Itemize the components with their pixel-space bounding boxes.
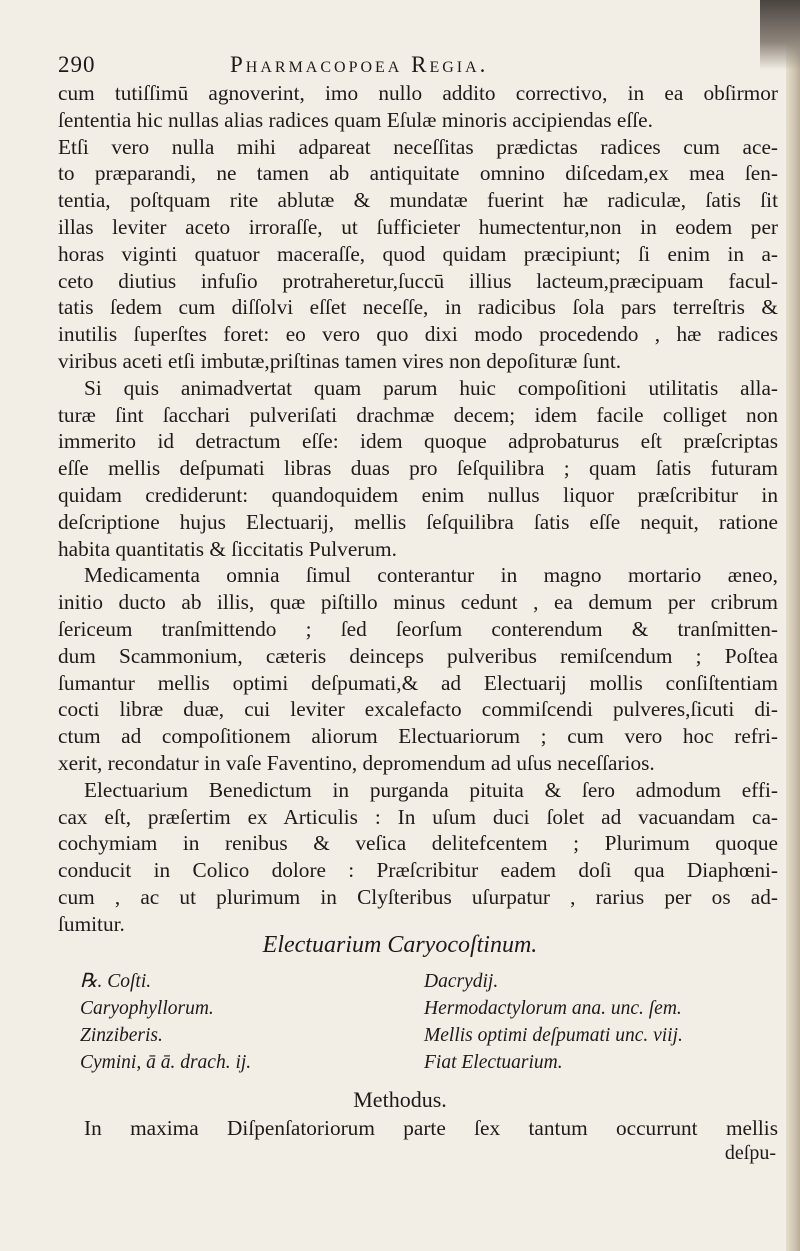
- page-edge-shadow: [786, 0, 800, 1251]
- text-line: to præparandi, ne tamen ab antiquitate omnino diſcedam,ex mea ſen-: [58, 161, 778, 186]
- text-line: ceto diutius infuſio protraheretur,ſuccū illius lacteum,præcipuam facul-: [58, 268, 778, 293]
- text-line: cum , ac ut plurimum in Clyſteribus uſurpatur , rarius per os ad-: [58, 884, 778, 909]
- text-line: initio ducto ab illis, quæ piſtillo minus cedunt , ea demum per cribrum: [58, 590, 778, 615]
- running-title: Pharmacopoea Regia.: [230, 52, 489, 77]
- text-line: ſumitur.: [58, 911, 125, 936]
- text-line: turæ ſint ſacchari pulveriſati drachmæ decem; idem facile colliget non: [58, 402, 778, 427]
- recipe-ingredient: ℞. Coſti.: [80, 971, 152, 992]
- recipe-column-right: [424, 968, 784, 1076]
- text-line: quidam crediderunt: quandoquidem enim nullus liquor præſcribitur in: [58, 482, 778, 507]
- text-line: habita quantitatis & ſiccitatis Pulverum.: [58, 536, 397, 561]
- recipe-ingredient: Mellis optimi deſpumati unc. viij.: [424, 1025, 683, 1046]
- recipe-ingredient: Fiat Electuarium.: [424, 1052, 563, 1073]
- text-line: ſericeum tranſmittendo ; ſed ſeorſum conterendum & tranſmitten-: [58, 616, 778, 641]
- text-line: horas viginti quatuor maceraſſe, quod quidam præcipiunt; ſi enim in a-: [58, 241, 778, 266]
- text-line: Medicamenta omnia ſimul conterantur in magno mortario æneo,: [84, 563, 778, 588]
- text-line: inutilis ſuperſtes foret: eo vero quo dixi modo procedendo , hæ radices: [58, 322, 778, 347]
- text-line: eſſe mellis deſpumati libras duas pro ſeſquilibra ; quam ſatis futuram: [58, 456, 778, 481]
- recipe-ingredient: Caryophyllorum.: [80, 998, 214, 1019]
- text-line: In maxima Diſpenſatoriorum parte ſex tantum occurrunt mellis: [84, 1116, 778, 1140]
- page-header: [58, 52, 778, 80]
- text-line: cax eſt, præſertim ex Articulis : In uſum duci ſolet ad vacuandam ca-: [58, 804, 778, 829]
- methodus-heading: Methodus.: [353, 1087, 447, 1112]
- recipe-ingredient: Zinziberis.: [80, 1025, 163, 1046]
- recipe-column-left: [80, 968, 380, 1076]
- text-line: immerito id detractum eſſe: idem quoque adprobaturus eſt præſcriptas: [58, 429, 778, 454]
- text-line: dum Scammonium, cæteris deinceps pulveribus remiſcendum ; Poſtea: [58, 643, 778, 668]
- text-line: Etſi vero nulla mihi adpareat neceſſitas prædictas radices cum ace-: [58, 134, 778, 159]
- text-line: deſcriptione hujus Electuarij, mellis ſeſquilibra ſatis eſſe nequit, ratione: [58, 509, 778, 534]
- text-line: cum tutiſſimū agnoverint, imo nullo addito correctivo, in ea obſirmor: [58, 81, 778, 105]
- text-line: ſententia hic nullas alias radices quam Eſulæ minoris accipiendas eſſe.: [58, 107, 653, 132]
- text-line: illas leviter aceto irroraſſe, ut ſufficieter humectentur,non in eodem per: [58, 214, 778, 239]
- text-line: tatis ſedem cum diſſolvi eſſet neceſſe, in radicibus ſola pars terreſtris &: [58, 295, 778, 320]
- text-line: ſumantur mellis optimi deſpumati,& ad Electuarij mollis conſiſtentiam: [58, 670, 778, 695]
- page-number: 290: [58, 52, 96, 77]
- text-line: xerit, recondatur in vaſe Faventino, depromendum ad uſus neceſſarios.: [58, 750, 655, 775]
- recipe-ingredient: Cymini, ā ā. drach. ij.: [80, 1052, 252, 1073]
- text-line: Electuarium Benedictum in purganda pituita & ſero admodum effi-: [84, 777, 778, 802]
- tail-text: [58, 1115, 778, 1142]
- text-line: cochymiam in renibus & veſica delitefcentem ; Plurimum quoque: [58, 831, 778, 856]
- catchword: deſpu-: [724, 1142, 776, 1164]
- recipe-ingredient: Dacrydij.: [424, 971, 499, 992]
- text-line: cocti libræ duæ, cui leviter excalefacto commiſcendi pulveres,ſicuti di-: [58, 697, 778, 722]
- body-text: [58, 80, 778, 938]
- recipe-ingredient: Hermodactylorum ana. unc. ſem.: [424, 998, 682, 1019]
- section-title: Electuarium Caryocoſtinum.: [262, 932, 538, 958]
- text-line: tentia, poſtquam rite ablutæ & mundatæ fuerint hæ radiculæ, ſatis ſit: [58, 188, 778, 213]
- text-line: viribus aceti etſi imbutæ,priſtinas tamen vires non depoſituræ ſunt.: [58, 348, 622, 373]
- text-line: ctum ad compoſitionem aliorum Electuariorum ; cum vero hoc refri-: [58, 724, 778, 749]
- text-line: conducit in Colico dolore : Præſcribitur eadem doſi qua Diaphœni-: [58, 858, 778, 883]
- text-line: Si quis animadvertat quam parum huic compoſitioni utilitatis alla-: [84, 375, 778, 400]
